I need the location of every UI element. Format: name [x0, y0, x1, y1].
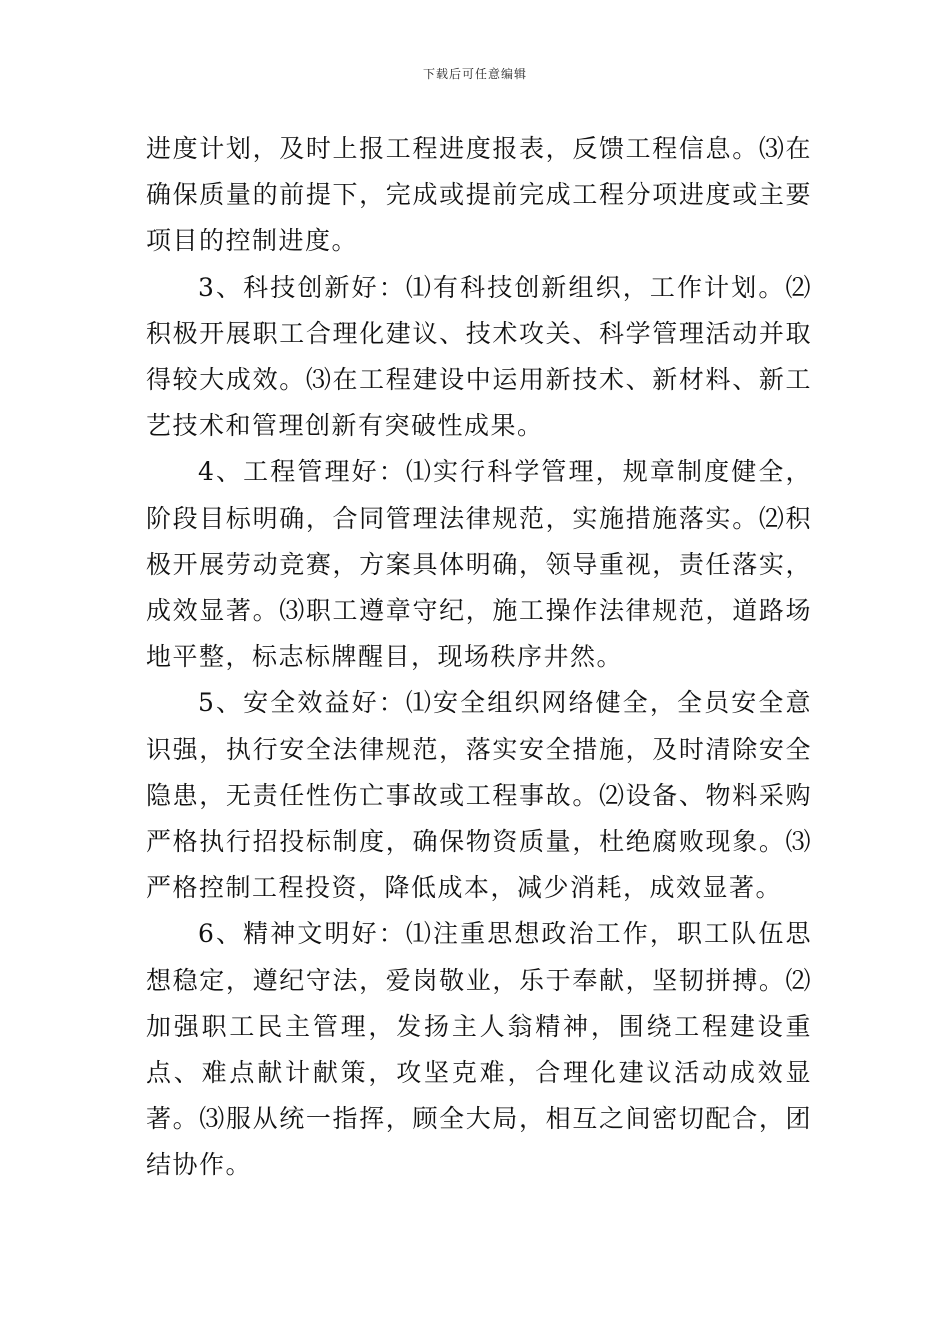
paragraph-project-management: 4、工程管理好：⑴实行科学管理，规章制度健全，阶段目标明确，合同管理法律规范，实施措施落实。⑵积极开展劳动竞赛，方案具体明确，领导重视，责任落实，成效显著。⑶职工遵章守纪，施工操作法律规范，道路场地平整，标志标牌醒目，现场秩序井然。 — [146, 457, 812, 672]
paragraph-safety-benefit: 5、安全效益好：⑴安全组织网络健全，全员安全意识强，执行安全法律规范，落实安全措施，及时清除安全隐患，无责任性伤亡事故或工程事故。⑵设备、物料采购严格执行招投标制度，确保物资质量，杜绝腐败现象。⑶严格控制工程投资，降低成本，减少消耗，成效显著。 — [146, 688, 812, 903]
paragraph-tech-innovation: 3、科技创新好：⑴有科技创新组织，工作计划。⑵积极开展职工合理化建议、技术攻关、科学管理活动并取得较大成效。⑶在工程建设中运用新技术、新材料、新工艺技术和管理创新有突破性成果。 — [146, 272, 812, 441]
header-note: 下载后可任意编辑 — [422, 67, 527, 81]
paragraph-progress-continued: 进度计划，及时上报工程进度报表，反馈工程信息。⑶在确保质量的前提下，完成或提前完成工程分项进度或主要项目的控制进度。 — [146, 134, 812, 256]
paragraph-spiritual-civilization: 6、精神文明好：⑴注重思想政治工作，职工队伍思想稳定，遵纪守法，爱岗敬业，乐于奉献，坚韧拼搏。⑵加强职工民主管理，发扬主人翁精神，围绕工程建设重点、难点献计献策，攻坚克难，合理化建议活动成效显著。⑶服从统一指挥，顾全大局，相互之间密切配合，团结协作。 — [146, 919, 812, 1180]
document-body — [146, 126, 812, 1189]
